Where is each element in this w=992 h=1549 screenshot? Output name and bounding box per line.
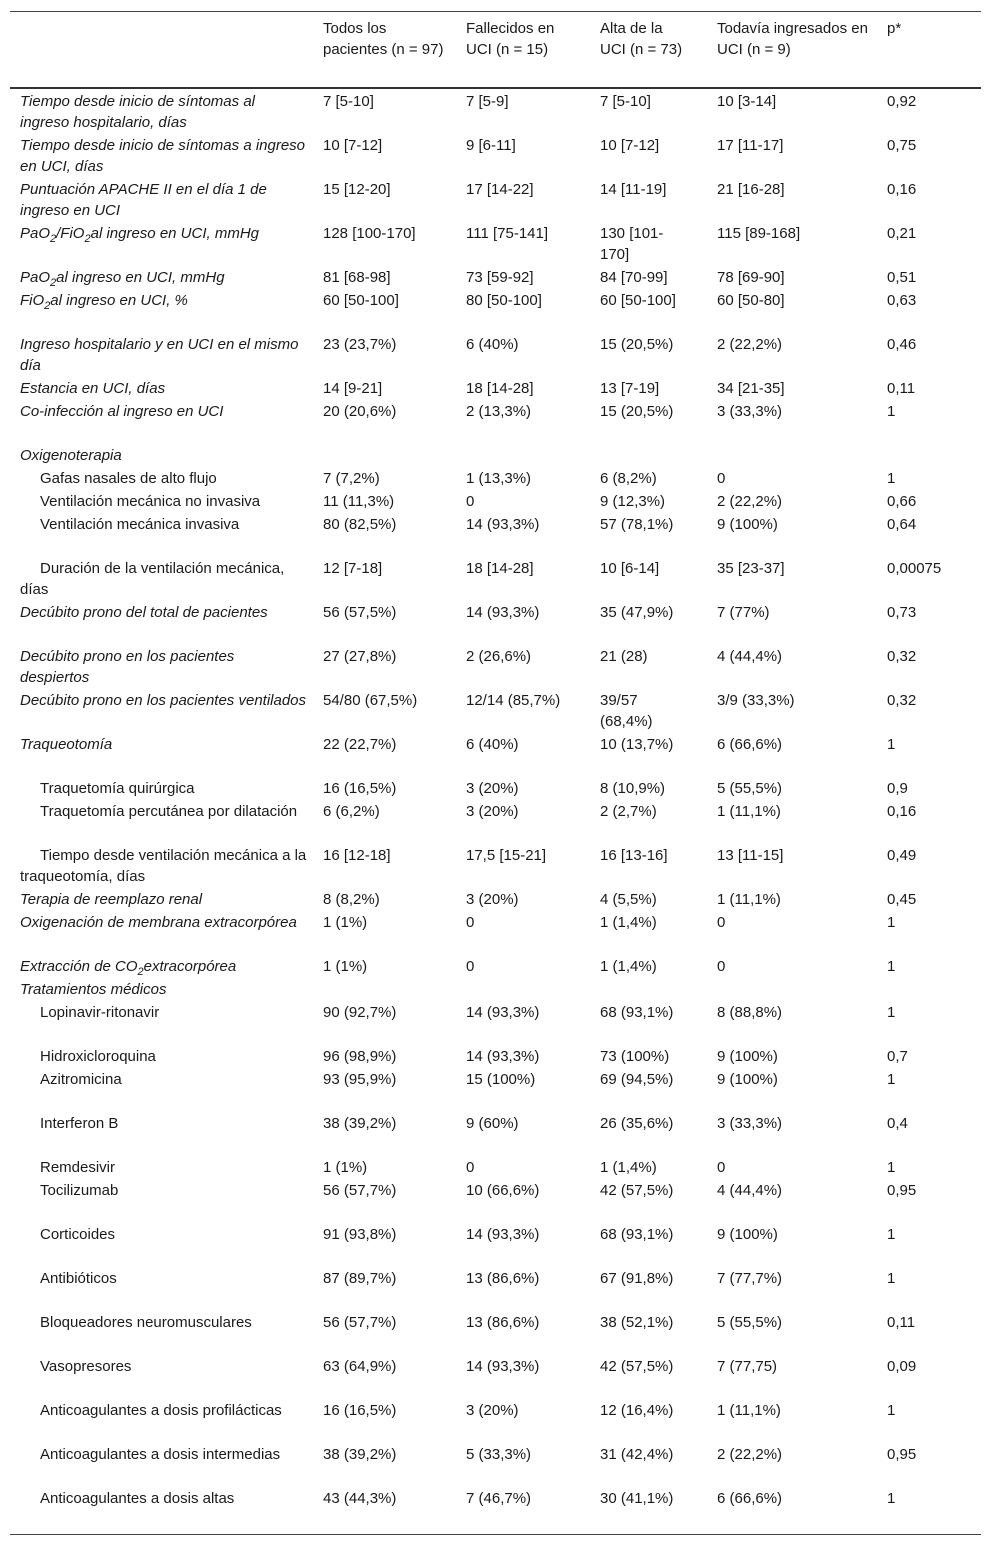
cell-todos: 90 (92,7%) [323, 1004, 397, 1021]
cell-alta: 38 (52,1%) [600, 1314, 674, 1331]
cell-p: 0,00075 [887, 560, 942, 577]
cell-todos: 20 (20,6%) [323, 403, 397, 420]
cell-p: 0,95 [887, 1446, 917, 1463]
row-label: Bloqueadores neuromusculares [40, 1314, 252, 1331]
row-label: Duración de la ventilación mecánica, días [20, 560, 285, 598]
label-part: al ingreso en UCI, % [50, 292, 188, 309]
row-label: Ventilación mecánica invasiva [40, 516, 240, 533]
cell-fallecidos: 15 (100%) [466, 1071, 536, 1088]
cell-p: 1 [887, 914, 896, 931]
cell-p: 0,16 [887, 803, 917, 820]
cell-ingresados: 3/9 (33,3%) [717, 692, 795, 709]
cell-p: 0,7 [887, 1048, 908, 1065]
header-cell-todos: Todos los pacientes (n = 97) [323, 20, 444, 58]
cell-alta: 84 [70-99] [600, 269, 668, 286]
cell-fallecidos: 111 [75-141] [466, 225, 549, 242]
cell-fallecidos [458, 978, 592, 1001]
row-label: Vasopresores [40, 1358, 132, 1375]
cell-alta: 73 (100%) [600, 1048, 670, 1065]
cell-fallecidos: 7 [5-9] [466, 93, 509, 110]
cell-todos: 96 (98,9%) [323, 1048, 397, 1065]
cell-todos: 6 (6,2%) [323, 803, 380, 820]
cell-ingresados: 8 (88,8%) [717, 1004, 783, 1021]
row-label: Lopinavir-ritonavir [40, 1004, 160, 1021]
cell-alta: 7 [5-10] [600, 93, 651, 110]
cell-todos: 63 (64,9%) [323, 1358, 397, 1375]
cell-ingresados: 10 [3-14] [717, 93, 777, 110]
cell-p: 0,75 [887, 137, 917, 154]
cell-fallecidos: 18 [14-28] [466, 380, 534, 397]
cell-ingresados: 21 [16-28] [717, 181, 785, 198]
cell-fallecidos: 7 (46,7%) [466, 1490, 532, 1507]
cell-ingresados: 3 (33,3%) [717, 1115, 783, 1132]
cell-todos: 15 [12-20] [323, 181, 391, 198]
cell-todos: 56 (57,7%) [323, 1314, 397, 1331]
cell-ingresados: 9 (100%) [717, 1071, 778, 1088]
cell-alta: 57 (78,1%) [600, 516, 674, 533]
cell-p: 0,63 [887, 292, 917, 309]
row-label: Traqueotomía [20, 736, 113, 753]
row-label: Decúbito prono del total de pacientes [20, 604, 268, 621]
label-subscript: 2 [50, 233, 57, 245]
table-row [10, 911, 981, 955]
cell-p: 1 [887, 1402, 896, 1419]
header-cell-p: p* [887, 20, 902, 37]
row-label: Decúbito prono en los pacientes despiertos [20, 648, 235, 686]
cell-todos: 128 [100-170] [323, 225, 416, 242]
cell-ingresados: 60 [50-80] [717, 292, 785, 309]
cell-alta: 4 (5,5%) [600, 891, 657, 908]
cell-p: 0,92 [887, 93, 917, 110]
row-label: Ingreso hospitalario y en UCI en el mismo día [20, 336, 299, 374]
label-part: /FiO [56, 225, 85, 242]
cell-p: 0,49 [887, 847, 917, 864]
table-row [10, 266, 981, 289]
table-row-section [10, 444, 981, 467]
row-label: Decúbito prono en los pacientes ventilados [20, 692, 307, 709]
cell-p: 0,46 [887, 336, 917, 353]
cell-todos: 60 [50-100] [323, 292, 399, 309]
table-row [10, 1487, 981, 1535]
row-label: Remdesivir [40, 1159, 116, 1176]
cell-fallecidos: 14 (93,3%) [466, 1358, 540, 1375]
table-row [10, 1399, 981, 1443]
cell-alta: 31 (42,4%) [600, 1446, 674, 1463]
cell-alta: 6 (8,2%) [600, 470, 657, 487]
cell-todos: 7 (7,2%) [323, 470, 380, 487]
table-row [10, 400, 981, 444]
cell-fallecidos: 17,5 [15-21] [466, 847, 547, 864]
cell-alta: 16 [13-16] [600, 847, 668, 864]
label-part: Extracción de CO [20, 958, 138, 975]
cell-alta: 10 (13,7%) [600, 736, 674, 753]
cell-ingresados: 7 (77,75) [717, 1358, 778, 1375]
cell-todos: 1 (1%) [323, 1159, 368, 1176]
cell-ingresados: 0 [717, 958, 726, 975]
cell-p: 0,73 [887, 604, 917, 621]
cell-todos: 81 [68-98] [323, 269, 391, 286]
cell-alta: 8 (10,9%) [600, 780, 666, 797]
cell-fallecidos: 13 (86,6%) [466, 1314, 540, 1331]
cell-ingresados: 3 (33,3%) [717, 403, 783, 420]
row-label: Puntuación APACHE II en el día 1 de ingreso en UCI [20, 181, 267, 219]
cell-ingresados: 0 [717, 1159, 726, 1176]
cell-p: 0,95 [887, 1182, 917, 1199]
table-row [10, 513, 981, 557]
cell-alta: 10 [7-12] [600, 137, 660, 154]
cell-fallecidos: 0 [466, 1159, 475, 1176]
cell-alta: 1 (1,4%) [600, 1159, 657, 1176]
label-part: extracorpórea [143, 958, 237, 975]
cell-alta: 15 (20,5%) [600, 403, 674, 420]
cell-todos: 16 (16,5%) [323, 780, 397, 797]
table-row [10, 557, 981, 601]
cell-fallecidos: 12/14 (85,7%) [466, 692, 561, 709]
cell-todos: 11 (11,3%) [323, 493, 395, 510]
table-row [10, 1068, 981, 1112]
cell-p: 0,45 [887, 891, 917, 908]
cell-alta: 42 (57,5%) [600, 1358, 674, 1375]
cell-fallecidos: 14 (93,3%) [466, 1226, 540, 1243]
cell-p: 1 [887, 1490, 896, 1507]
label-part: PaO [20, 269, 51, 286]
table-row [10, 490, 981, 513]
cell-ingresados: 2 (22,2%) [717, 493, 783, 510]
cell-alta: 15 (20,5%) [600, 336, 674, 353]
cell-fallecidos: 14 (93,3%) [466, 1048, 540, 1065]
table-row [10, 289, 981, 333]
table-row [10, 1267, 981, 1311]
cell-p: 0,21 [887, 225, 917, 242]
cell-p: 1 [887, 736, 896, 753]
cell-p: 1 [887, 470, 896, 487]
label-subscript: 2 [44, 300, 51, 312]
label-subscript: 2 [137, 966, 144, 978]
cell-alta: 30 (41,1%) [600, 1490, 674, 1507]
table-row [10, 1223, 981, 1267]
cell-ingresados: 13 [11-15] [717, 847, 784, 864]
section-label: Oxigenoterapia [20, 447, 122, 464]
row-label: Tiempo desde inicio de síntomas a ingreso en UCI, días [20, 137, 306, 175]
cell-alta: 130 [101-170] [600, 225, 664, 263]
cell-alta: 21 (28) [600, 648, 648, 665]
header-cell-ingresados: Todavía ingresados en UCI (n = 9) [717, 20, 868, 58]
cell-todos: 16 (16,5%) [323, 1402, 397, 1419]
cell-p: 1 [887, 958, 896, 975]
table-row [10, 333, 981, 377]
cell-todos [315, 978, 458, 1001]
label-subscript: 2 [50, 277, 57, 289]
label-part: al ingreso en UCI, mmHg [56, 269, 225, 286]
cell-todos: 16 [12-18] [323, 847, 391, 864]
cell-todos: 8 (8,2%) [323, 891, 380, 908]
label-part: FiO [20, 292, 45, 309]
cell-todos: 1 (1%) [323, 914, 368, 931]
row-label: Anticoagulantes a dosis profilácticas [40, 1402, 282, 1419]
cell-ingresados: 7 (77%) [717, 604, 770, 621]
cell-todos: 54/80 (67,5%) [323, 692, 418, 709]
cell-ingresados: 0 [717, 914, 726, 931]
cell-fallecidos: 2 (13,3%) [466, 403, 532, 420]
cell-todos: 93 (95,9%) [323, 1071, 397, 1088]
cell-fallecidos: 18 [14-28] [466, 560, 534, 577]
cell-ingresados: 0 [717, 470, 726, 487]
cell-todos: 91 (93,8%) [323, 1226, 397, 1243]
cell-ingresados: 4 (44,4%) [717, 648, 783, 665]
row-label: Interferon B [40, 1115, 119, 1132]
cell-fallecidos: 80 [50-100] [466, 292, 542, 309]
cell-todos: 56 (57,7%) [323, 1182, 397, 1199]
cell-fallecidos: 3 (20%) [466, 891, 519, 908]
table-row [10, 844, 981, 888]
row-label: Tiempo desde ventilación mecánica a la traqueotomía, días [20, 847, 307, 885]
cell-fallecidos: 3 (20%) [466, 803, 519, 820]
cell-p: 0,4 [887, 1115, 908, 1132]
table-row [10, 955, 981, 978]
row-label: Co-infección al ingreso en UCI [20, 403, 224, 420]
cell-fallecidos: 9 (60%) [466, 1115, 519, 1132]
row-label: Traquetomía percutánea por dilatación [40, 803, 298, 820]
table-row [10, 1355, 981, 1399]
header-row [10, 12, 981, 89]
cell-ingresados: 7 (77,7%) [717, 1270, 783, 1287]
cell-ingresados: 4 (44,4%) [717, 1182, 783, 1199]
table-row [10, 1156, 981, 1179]
table-row [10, 1045, 981, 1068]
table-row [10, 1311, 981, 1355]
cell-ingresados: 9 (100%) [717, 1048, 778, 1065]
cell-fallecidos: 0 [466, 914, 475, 931]
cell-todos: 7 [5-10] [323, 93, 374, 110]
row-label: Hidroxicloroquina [40, 1048, 156, 1065]
row-label [10, 222, 315, 266]
cell-fallecidos: 14 (93,3%) [466, 516, 540, 533]
cell-ingresados [709, 444, 879, 467]
cell-todos: 38 (39,2%) [323, 1446, 397, 1463]
label-subscript: 2 [84, 233, 91, 245]
cell-alta: 12 (16,4%) [600, 1402, 674, 1419]
cell-todos: 43 (44,3%) [323, 1490, 397, 1507]
cell-fallecidos: 3 (20%) [466, 780, 519, 797]
cell-ingresados: 1 (11,1%) [717, 1402, 781, 1419]
cell-ingresados: 78 [69-90] [717, 269, 785, 286]
row-label: Anticoagulantes a dosis intermedias [40, 1446, 281, 1463]
cell-alta [592, 444, 709, 467]
cell-fallecidos [458, 444, 592, 467]
cell-ingresados: 2 (22,2%) [717, 336, 783, 353]
table-row [10, 777, 981, 800]
cell-fallecidos: 0 [466, 958, 475, 975]
cell-ingresados: 5 (55,5%) [717, 1314, 783, 1331]
cell-ingresados: 6 (66,6%) [717, 1490, 783, 1507]
table-row-section [10, 978, 981, 1001]
cell-ingresados: 2 (22,2%) [717, 1446, 783, 1463]
row-label: Oxigenación de membrana extracorpórea [20, 914, 297, 931]
cell-todos [315, 444, 458, 467]
cell-p: 0,32 [887, 648, 917, 665]
cell-todos: 12 [7-18] [323, 560, 383, 577]
cell-alta: 9 (12,3%) [600, 493, 666, 510]
label-part: PaO [20, 225, 51, 242]
row-label [10, 289, 315, 333]
table-row [10, 800, 981, 844]
cell-alta: 69 (94,5%) [600, 1071, 674, 1088]
row-label: Azitromicina [40, 1071, 122, 1088]
cell-fallecidos: 73 [59-92] [466, 269, 534, 286]
table-row [10, 733, 981, 777]
cell-todos: 56 (57,5%) [323, 604, 397, 621]
header-cell-fallecidos: Fallecidos en UCI (n = 15) [466, 20, 555, 58]
cell-fallecidos: 0 [466, 493, 475, 510]
cell-alta: 10 [6-14] [600, 560, 660, 577]
cell-p: 1 [887, 1270, 896, 1287]
cell-ingresados: 17 [11-17] [717, 137, 784, 154]
cell-p: 1 [887, 1159, 896, 1176]
cell-alta: 1 (1,4%) [600, 958, 657, 975]
row-label: Terapia de reemplazo renal [20, 891, 203, 908]
cell-p: 0,9 [887, 780, 908, 797]
table-container [10, 11, 981, 1535]
table-row [10, 1179, 981, 1223]
label-part: al ingreso en UCI, mmHg [90, 225, 260, 242]
table-row [10, 88, 981, 134]
cell-p: 0,64 [887, 516, 917, 533]
cell-todos: 23 (23,7%) [323, 336, 397, 353]
cell-alta: 2 (2,7%) [600, 803, 657, 820]
cell-alta [592, 978, 709, 1001]
cell-fallecidos: 10 (66,6%) [466, 1182, 540, 1199]
cell-ingresados: 6 (66,6%) [717, 736, 783, 753]
cell-p: 0,11 [887, 380, 916, 397]
table-row [10, 222, 981, 266]
data-table [10, 11, 981, 1535]
table-row [10, 1112, 981, 1156]
cell-p: 0,66 [887, 493, 917, 510]
cell-alta: 60 [50-100] [600, 292, 676, 309]
header-cell-alta: Alta de la UCI (n = 73) [600, 20, 683, 58]
row-label [10, 266, 315, 289]
cell-fallecidos: 6 (40%) [466, 736, 519, 753]
cell-todos: 80 (82,5%) [323, 516, 397, 533]
cell-ingresados: 35 [23-37] [717, 560, 785, 577]
cell-todos: 27 (27,8%) [323, 648, 397, 665]
cell-alta: 14 [11-19] [600, 181, 667, 198]
row-label: Tocilizumab [40, 1182, 119, 1199]
cell-ingresados: 34 [21-35] [717, 380, 785, 397]
cell-todos: 14 [9-21] [323, 380, 383, 397]
cell-ingresados: 115 [89-168] [717, 225, 801, 242]
table-row [10, 1001, 981, 1045]
cell-ingresados [709, 978, 879, 1001]
cell-fallecidos: 6 (40%) [466, 336, 519, 353]
cell-fallecidos: 5 (33,3%) [466, 1446, 532, 1463]
cell-p: 0,32 [887, 692, 917, 709]
cell-p: 0,16 [887, 181, 917, 198]
cell-p: 0,11 [887, 1314, 916, 1331]
cell-p: 1 [887, 403, 896, 420]
table-row [10, 377, 981, 400]
cell-fallecidos: 17 [14-22] [466, 181, 534, 198]
cell-alta: 35 (47,9%) [600, 604, 674, 621]
table-row [10, 467, 981, 490]
cell-ingresados: 9 (100%) [717, 1226, 778, 1243]
row-label: Gafas nasales de alto flujo [40, 470, 217, 487]
header-cell-label [10, 12, 315, 89]
row-label: Tiempo desde inicio de síntomas al ingreso hospitalario, días [20, 93, 255, 131]
table-row [10, 645, 981, 689]
cell-p: 0,51 [887, 269, 917, 286]
cell-alta: 13 [7-19] [600, 380, 660, 397]
cell-ingresados: 5 (55,5%) [717, 780, 783, 797]
table-row [10, 178, 981, 222]
cell-p: 1 [887, 1004, 896, 1021]
cell-fallecidos: 14 (93,3%) [466, 604, 540, 621]
row-label: Anticoagulantes a dosis altas [40, 1490, 235, 1507]
cell-p: 0,09 [887, 1358, 917, 1375]
cell-alta: 26 (35,6%) [600, 1115, 674, 1132]
table-row [10, 1443, 981, 1487]
table-row [10, 689, 981, 733]
cell-fallecidos: 14 (93,3%) [466, 1004, 540, 1021]
table-row [10, 601, 981, 645]
row-label: Ventilación mecánica no invasiva [40, 493, 261, 510]
cell-todos: 10 [7-12] [323, 137, 383, 154]
cell-fallecidos: 9 [6-11] [466, 137, 516, 154]
cell-ingresados: 1 (11,1%) [717, 803, 781, 820]
cell-alta: 1 (1,4%) [600, 914, 657, 931]
table-row [10, 134, 981, 178]
cell-alta: 68 (93,1%) [600, 1004, 674, 1021]
section-label: Tratamientos médicos [20, 981, 167, 998]
row-label: Corticoides [40, 1226, 116, 1243]
cell-fallecidos: 1 (13,3%) [466, 470, 532, 487]
cell-p [879, 444, 981, 467]
cell-ingresados: 1 (11,1%) [717, 891, 781, 908]
cell-todos: 22 (22,7%) [323, 736, 397, 753]
row-label: Traquetomía quirúrgica [40, 780, 195, 797]
cell-fallecidos: 13 (86,6%) [466, 1270, 540, 1287]
cell-alta: 39/57 (68,4%) [600, 692, 653, 730]
cell-todos: 1 (1%) [323, 958, 368, 975]
cell-todos: 38 (39,2%) [323, 1115, 397, 1132]
cell-alta: 68 (93,1%) [600, 1226, 674, 1243]
cell-fallecidos: 2 (26,6%) [466, 648, 532, 665]
cell-fallecidos: 3 (20%) [466, 1402, 519, 1419]
cell-ingresados: 9 (100%) [717, 516, 778, 533]
table-row [10, 888, 981, 911]
cell-alta: 42 (57,5%) [600, 1182, 674, 1199]
row-label [10, 955, 315, 978]
cell-p: 1 [887, 1071, 896, 1088]
cell-todos: 87 (89,7%) [323, 1270, 397, 1287]
row-label: Estancia en UCI, días [20, 380, 166, 397]
cell-alta: 67 (91,8%) [600, 1270, 674, 1287]
cell-p [879, 978, 981, 1001]
row-label: Antibióticos [40, 1270, 117, 1287]
cell-p: 1 [887, 1226, 896, 1243]
